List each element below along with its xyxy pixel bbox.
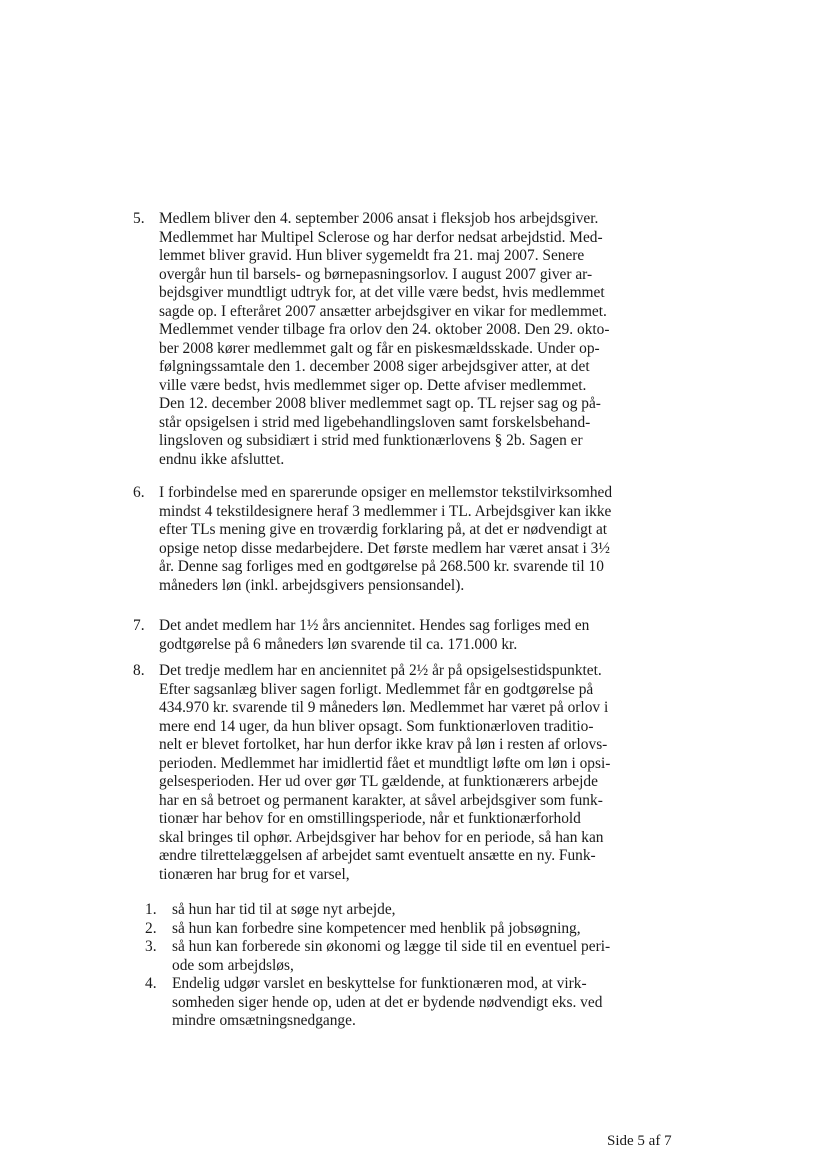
text-line — [133, 681, 693, 700]
line-text: ber 2008 kører medlemmet galt og får en piskesmældsskade. Under op- — [159, 339, 600, 357]
text-line — [145, 938, 685, 957]
line-text: 434.970 kr. svarende til 9 måneders løn. Medlemmet har været på orlov i — [159, 699, 609, 716]
text-line — [133, 773, 693, 792]
text-line — [133, 377, 693, 396]
text-line — [133, 736, 693, 755]
line-text: Det andet medlem har 1½ års anciennitet. Hendes sag forliges med en — [159, 617, 590, 634]
text-line — [133, 617, 693, 636]
text-line — [133, 451, 693, 470]
line-text: ode som arbejdsløs, — [172, 956, 294, 974]
text-line — [133, 321, 693, 340]
text-line — [133, 358, 693, 377]
text-line — [145, 957, 685, 976]
line-text: tionær har behov for en omstillingsperiode, når et funktionærforhold — [159, 810, 581, 827]
text-line — [133, 484, 693, 503]
text-line — [133, 229, 693, 248]
line-text: efter TLs mening give en troværdig forklaring på, at det er nødvendigt at — [159, 521, 608, 538]
line-text: sagde op. I efteråret 2007 ansætter arbejdsgiver en vikar for medlemmet. — [159, 302, 607, 320]
line-text: Medlemmet har Multipel Sclerose og har derfor nedsat arbejdstid. Med- — [159, 228, 603, 246]
line-text: lemmet bliver gravid. Hun bliver sygemeldt fra 21. maj 2007. Senere — [159, 247, 585, 264]
sublist-item — [145, 975, 685, 1031]
list-number: 4. — [145, 975, 157, 992]
sublist-item — [145, 938, 685, 975]
line-text: så hun har tid til at søge nyt arbejde, — [172, 901, 396, 918]
text-line — [133, 755, 693, 774]
text-line — [145, 901, 685, 920]
text-line — [133, 810, 693, 829]
text-line — [133, 558, 693, 577]
line-text: så hun kan forbedre sine kompetencer med henblik på jobsøgning, — [172, 919, 581, 937]
line-text: står opsigelsen i strid med ligebehandlingsloven samt forskelsbehand- — [159, 413, 591, 431]
text-line — [145, 1012, 685, 1031]
line-text: bejdsgiver mundtligt udtryk for, at det ville være bedst, hvis medlemmet — [159, 284, 605, 301]
line-text: I forbindelse med en sparerunde opsiger en mellemstor tekstilvirksomhed — [159, 484, 613, 501]
list-item-6 — [133, 484, 693, 595]
text-line — [133, 699, 693, 718]
line-text: Den 12. december 2008 bliver medlemmet sagt op. TL rejser sag og på- — [159, 395, 601, 412]
list-item-8 — [133, 662, 693, 884]
page-number: Side 5 af 7 — [607, 1133, 672, 1149]
line-text: gelsesperioden. Her ud over gør TL gældende, at funktionærers arbejde — [159, 773, 598, 790]
line-text: mere end 14 uger, da hun bliver opsagt. Som funktionærloven traditio- — [159, 717, 594, 735]
list-number: 8. — [133, 662, 145, 679]
line-text: mindre omsætningsnedgange. — [172, 1012, 356, 1029]
text-line — [133, 247, 693, 266]
sublist-item — [145, 920, 685, 939]
line-text: har en så betroet og permanent karakter, at såvel arbejdsgiver som funk- — [159, 791, 603, 809]
list-number: 5. — [133, 210, 145, 227]
line-text: måneders løn (inkl. arbejdsgivers pensionsandel). — [159, 576, 465, 594]
text-line — [133, 718, 693, 737]
line-text: så hun kan forberede sin økonomi og lægge til side til en eventuel peri- — [172, 938, 611, 955]
text-line — [145, 975, 685, 994]
text-line — [133, 847, 693, 866]
text-line — [133, 662, 693, 681]
text-line — [133, 829, 693, 848]
text-line — [133, 266, 693, 285]
text-line — [133, 636, 693, 655]
line-text: overgår hun til barsels- og børnepasningsorlov. I august 2007 giver ar- — [159, 265, 593, 283]
line-text: Endelig udgør varslet en beskyttelse for funktionæren mod, at virk- — [172, 975, 587, 992]
reasons-sublist — [145, 901, 685, 1031]
text-line — [133, 432, 693, 451]
line-text: ændre tilrettelæggelsen af arbejdet samt eventuelt ansætte en ny. Funk- — [159, 847, 596, 864]
text-line — [133, 303, 693, 322]
text-line — [133, 503, 693, 522]
text-line — [133, 395, 693, 414]
text-line — [133, 577, 693, 596]
line-text: godtgørelse på 6 måneders løn svarende til ca. 171.000 kr. — [159, 635, 518, 653]
text-line — [145, 920, 685, 939]
line-text: nelt er blevet fortolket, har hun derfor ikke krav på løn i resten af orlovs- — [159, 736, 608, 753]
line-text: Det tredje medlem har en anciennitet på 2½ år på opsigelsestidspunktet. — [159, 662, 602, 679]
text-line — [133, 284, 693, 303]
list-number: 6. — [133, 484, 145, 501]
line-text: år. Denne sag forliges med en godtgørelse på 268.500 kr. svarende til 10 — [159, 558, 604, 575]
line-text: opsige netop disse medarbejdere. Det første medlem har været ansat i 3½ — [159, 539, 610, 557]
line-text: somheden siger hende op, uden at det er bydende nødvendigt eks. ved — [172, 993, 603, 1011]
line-text: Medlem bliver den 4. september 2006 ansat i fleksjob hos arbejdsgiver. — [159, 210, 599, 227]
text-line — [145, 994, 685, 1013]
list-number: 3. — [145, 938, 157, 955]
line-text: tionæren har brug for et varsel, — [159, 865, 350, 883]
text-line — [133, 792, 693, 811]
list-item-5 — [133, 210, 693, 469]
line-text: endnu ikke afsluttet. — [159, 450, 285, 468]
text-line — [133, 866, 693, 885]
text-line — [133, 540, 693, 559]
line-text: mindst 4 tekstildesignere heraf 3 medlemmer i TL. Arbejdsgiver kan ikke — [159, 502, 612, 520]
line-text: ville være bedst, hvis medlemmet siger op. Dette afviser medlemmet. — [159, 376, 587, 394]
text-line — [133, 340, 693, 359]
text-line — [133, 210, 693, 229]
sublist-item — [145, 901, 685, 920]
text-line — [133, 414, 693, 433]
text-line — [133, 521, 693, 540]
line-text: lingsloven og subsidiært i strid med funktionærlovens § 2b. Sagen er — [159, 432, 583, 449]
line-text: Efter sagsanlæg bliver sagen forligt. Medlemmet får en godtgørelse på — [159, 680, 594, 698]
line-text: følgningssamtale den 1. december 2008 siger arbejdsgiver atter, at det — [159, 358, 590, 375]
line-text: Medlemmet vender tilbage fra orlov den 24. oktober 2008. Den 29. okto- — [159, 321, 610, 338]
line-text: skal bringes til ophør. Arbejdsgiver har behov for en periode, så han kan — [159, 828, 604, 846]
line-text: perioden. Medlemmet har imidlertid fået et mundtligt løfte om løn i opsi- — [159, 754, 611, 772]
list-number: 7. — [133, 617, 145, 634]
list-number: 1. — [145, 901, 157, 918]
list-number: 2. — [145, 919, 157, 937]
list-item-7 — [133, 617, 693, 654]
